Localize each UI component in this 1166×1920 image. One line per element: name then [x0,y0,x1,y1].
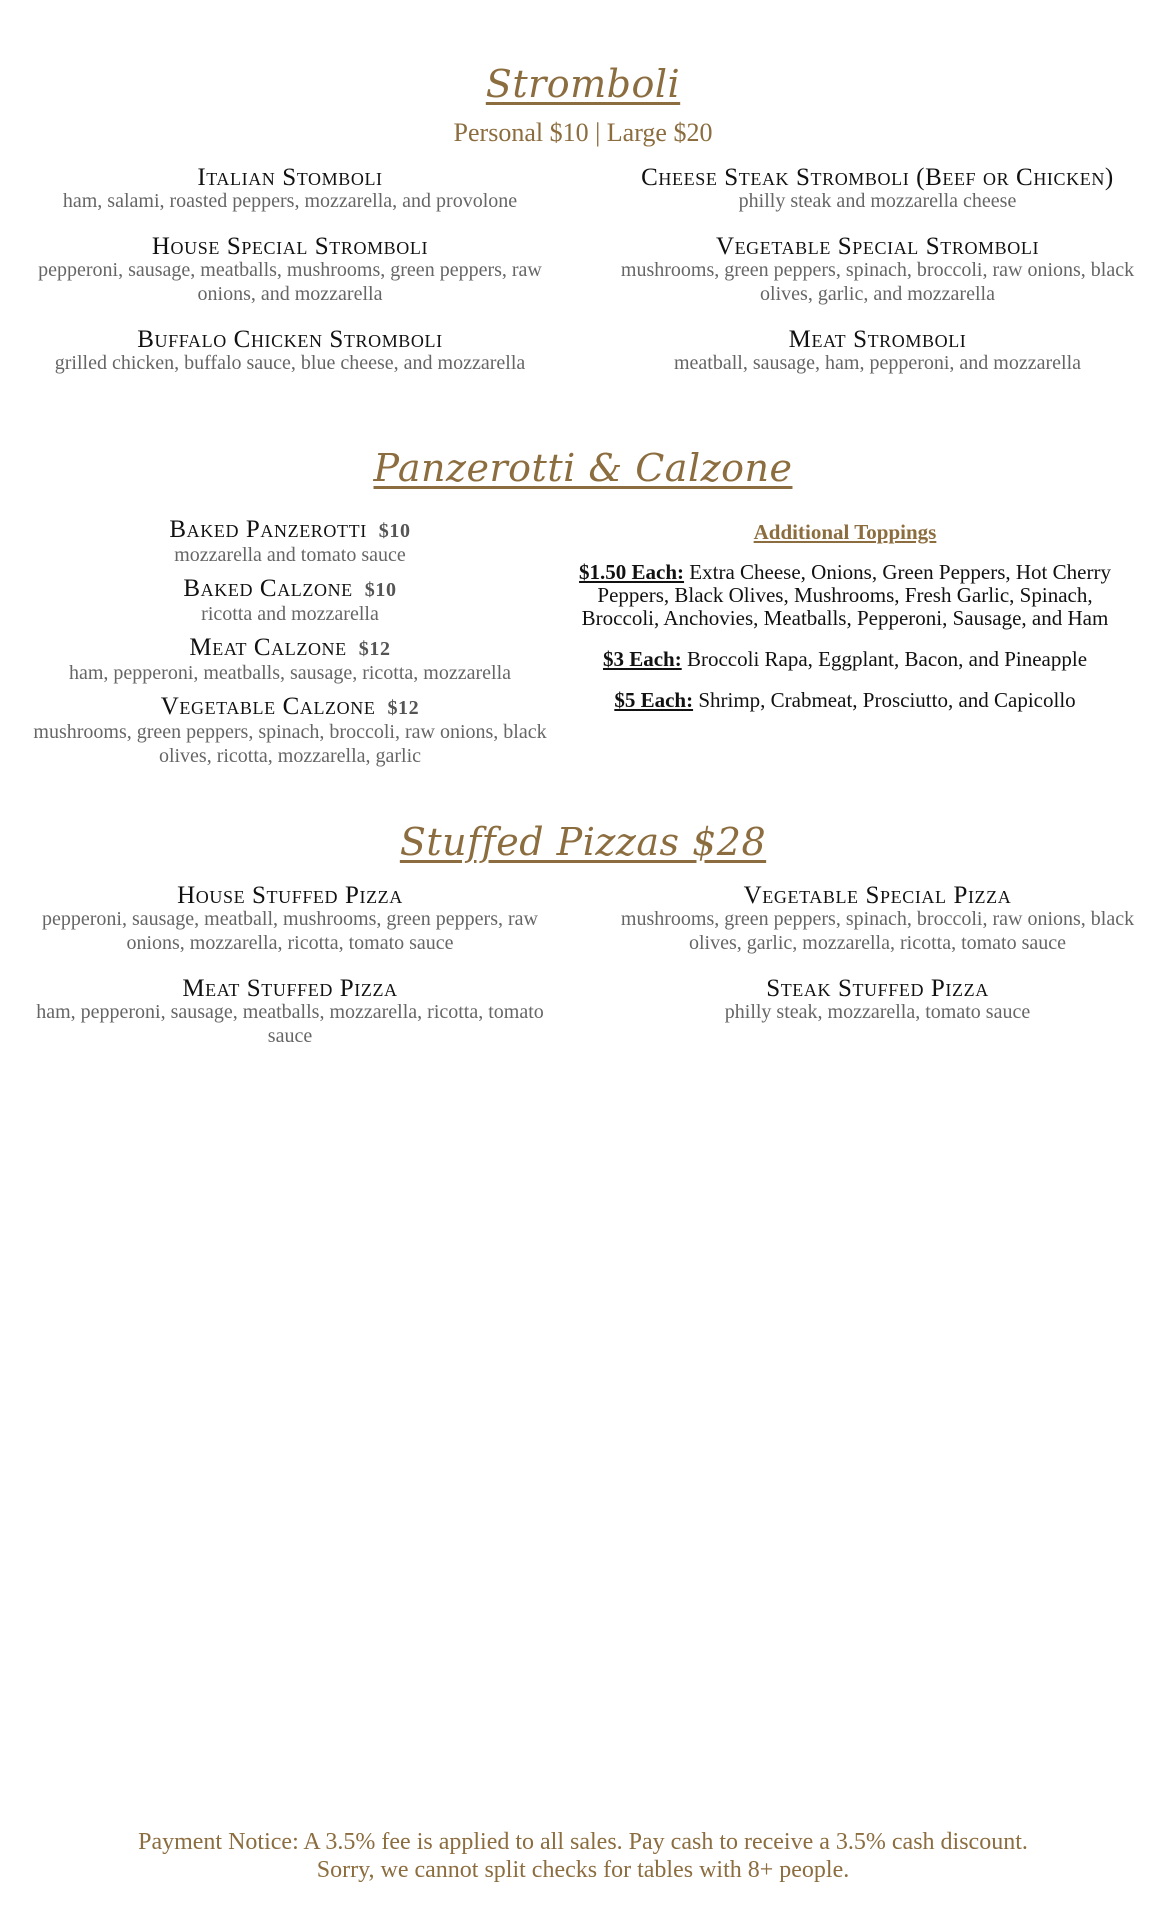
menu-item [30,235,550,306]
topping-group [560,648,1130,671]
item-price: $10 [378,520,411,542]
topping-price-label: $1.50 Each: [579,560,685,584]
item-description: ricotta and mozzarella [201,603,379,625]
item-description: pepperoni, sausage, meatball, mushrooms, green peppers, raw onions, mozzarella, ricotta, tomato sauce [42,908,538,954]
item-name: Vegetable Special Pizza [743,882,1012,909]
item-name: Buffalo Chicken Stromboli [137,326,443,353]
topping-group [560,689,1130,712]
menu-item [615,328,1140,375]
topping-list: Broccoli Rapa, Eggplant, Bacon, and Pineapple [686,647,1088,671]
panzerotti-calzone-title: Panzerotti & Calzone [373,446,793,490]
menu-item [615,977,1140,1024]
payment-notice-line: Payment Notice: A 3.5% fee is applied to all sales. Pay cash to receive a 3.5% cash discount. [138,1829,1028,1855]
menu-item [30,884,550,955]
menu-item [615,235,1140,306]
topping-price-label: $5 Each: [614,688,694,712]
topping-price-label: $3 Each: [602,647,682,671]
item-description: ham, salami, roasted peppers, mozzarella, and provolone [62,190,518,212]
item-description: pepperoni, sausage, meatballs, mushrooms, green peppers, raw onions, and mozzarella [38,259,542,305]
item-price: $12 [358,638,391,660]
menu-item [30,577,550,626]
item-description: meatball, sausage, ham, pepperoni, and mozzarella [673,352,1082,374]
item-name: Baked Calzone [183,575,353,602]
topping-list: Extra Cheese, Onions, Green Peppers, Hot Cherry Peppers, Black Olives, Mushrooms, Fresh Garlic, Spinach, Broccoli, Anchovies, Meatballs, Pepperoni, Sausage, and Ham [581,560,1111,630]
item-name: Meat Stromboli [788,326,967,353]
menu-item [30,518,550,567]
menu-item [615,884,1140,955]
item-description: grilled chicken, buffalo sauce, blue cheese, and mozzarella [54,352,526,374]
item-description: philly steak, mozzarella, tomato sauce [724,1001,1031,1023]
menu-item [30,977,550,1048]
item-name: Vegetable Calzone [160,693,376,720]
stuffed-pizzas-title: Stuffed Pizzas $28 [399,820,767,864]
panzerotti-column [30,518,550,778]
menu-item [30,636,550,685]
item-description: ham, pepperoni, meatballs, sausage, ricotta, mozzarella [68,662,512,684]
menu-item [615,166,1140,213]
payment-notice-line: Sorry, we cannot split checks for tables with 8+ people. [316,1857,850,1883]
item-name: Baked Panzerotti [169,516,367,543]
payment-notice [0,1828,1166,1884]
stromboli-title: Stromboli [485,62,681,106]
menu-item [30,166,550,213]
item-name: Steak Stuffed Pizza [766,975,989,1002]
toppings-title: Additional Toppings [753,520,937,544]
item-price: $12 [387,697,420,719]
stromboli-prices: Personal $10 | Large $20 [453,118,713,147]
item-name: Cheese Steak Stromboli (Beef or Chicken) [641,164,1114,191]
stromboli-right-column [615,166,1140,397]
additional-toppings-panel [560,520,1130,730]
item-description: mozzarella and tomato sauce [174,544,406,566]
item-description: philly steak and mozzarella cheese [738,190,1017,212]
item-description: ham, pepperoni, sausage, meatballs, mozzarella, ricotta, tomato sauce [36,1001,544,1047]
item-description: mushrooms, green peppers, spinach, broccoli, raw onions, black olives, garlic, and mozzarella [620,259,1135,305]
item-name: House Stuffed Pizza [177,882,403,909]
item-description: mushrooms, green peppers, spinach, broccoli, raw onions, black olives, ricotta, mozzarella, garlic [33,721,547,767]
menu-item [30,328,550,375]
topping-group [560,561,1130,630]
item-name: Italian Stomboli [197,164,383,191]
stromboli-left-column [30,166,550,397]
item-name: Meat Stuffed Pizza [182,975,398,1002]
item-name: Meat Calzone [189,634,347,661]
menu-item [30,695,550,768]
topping-list: Shrimp, Crabmeat, Prosciutto, and Capicollo [698,688,1076,712]
stuffed-left-column [30,884,550,1070]
item-name: Vegetable Special Stromboli [715,233,1040,260]
stuffed-right-column [615,884,1140,1046]
item-price: $10 [364,579,397,601]
item-description: mushrooms, green peppers, spinach, broccoli, raw onions, black olives, garlic, mozzarella, ricotta, tomato sauce [620,908,1135,954]
item-name: House Special Stromboli [151,233,429,260]
